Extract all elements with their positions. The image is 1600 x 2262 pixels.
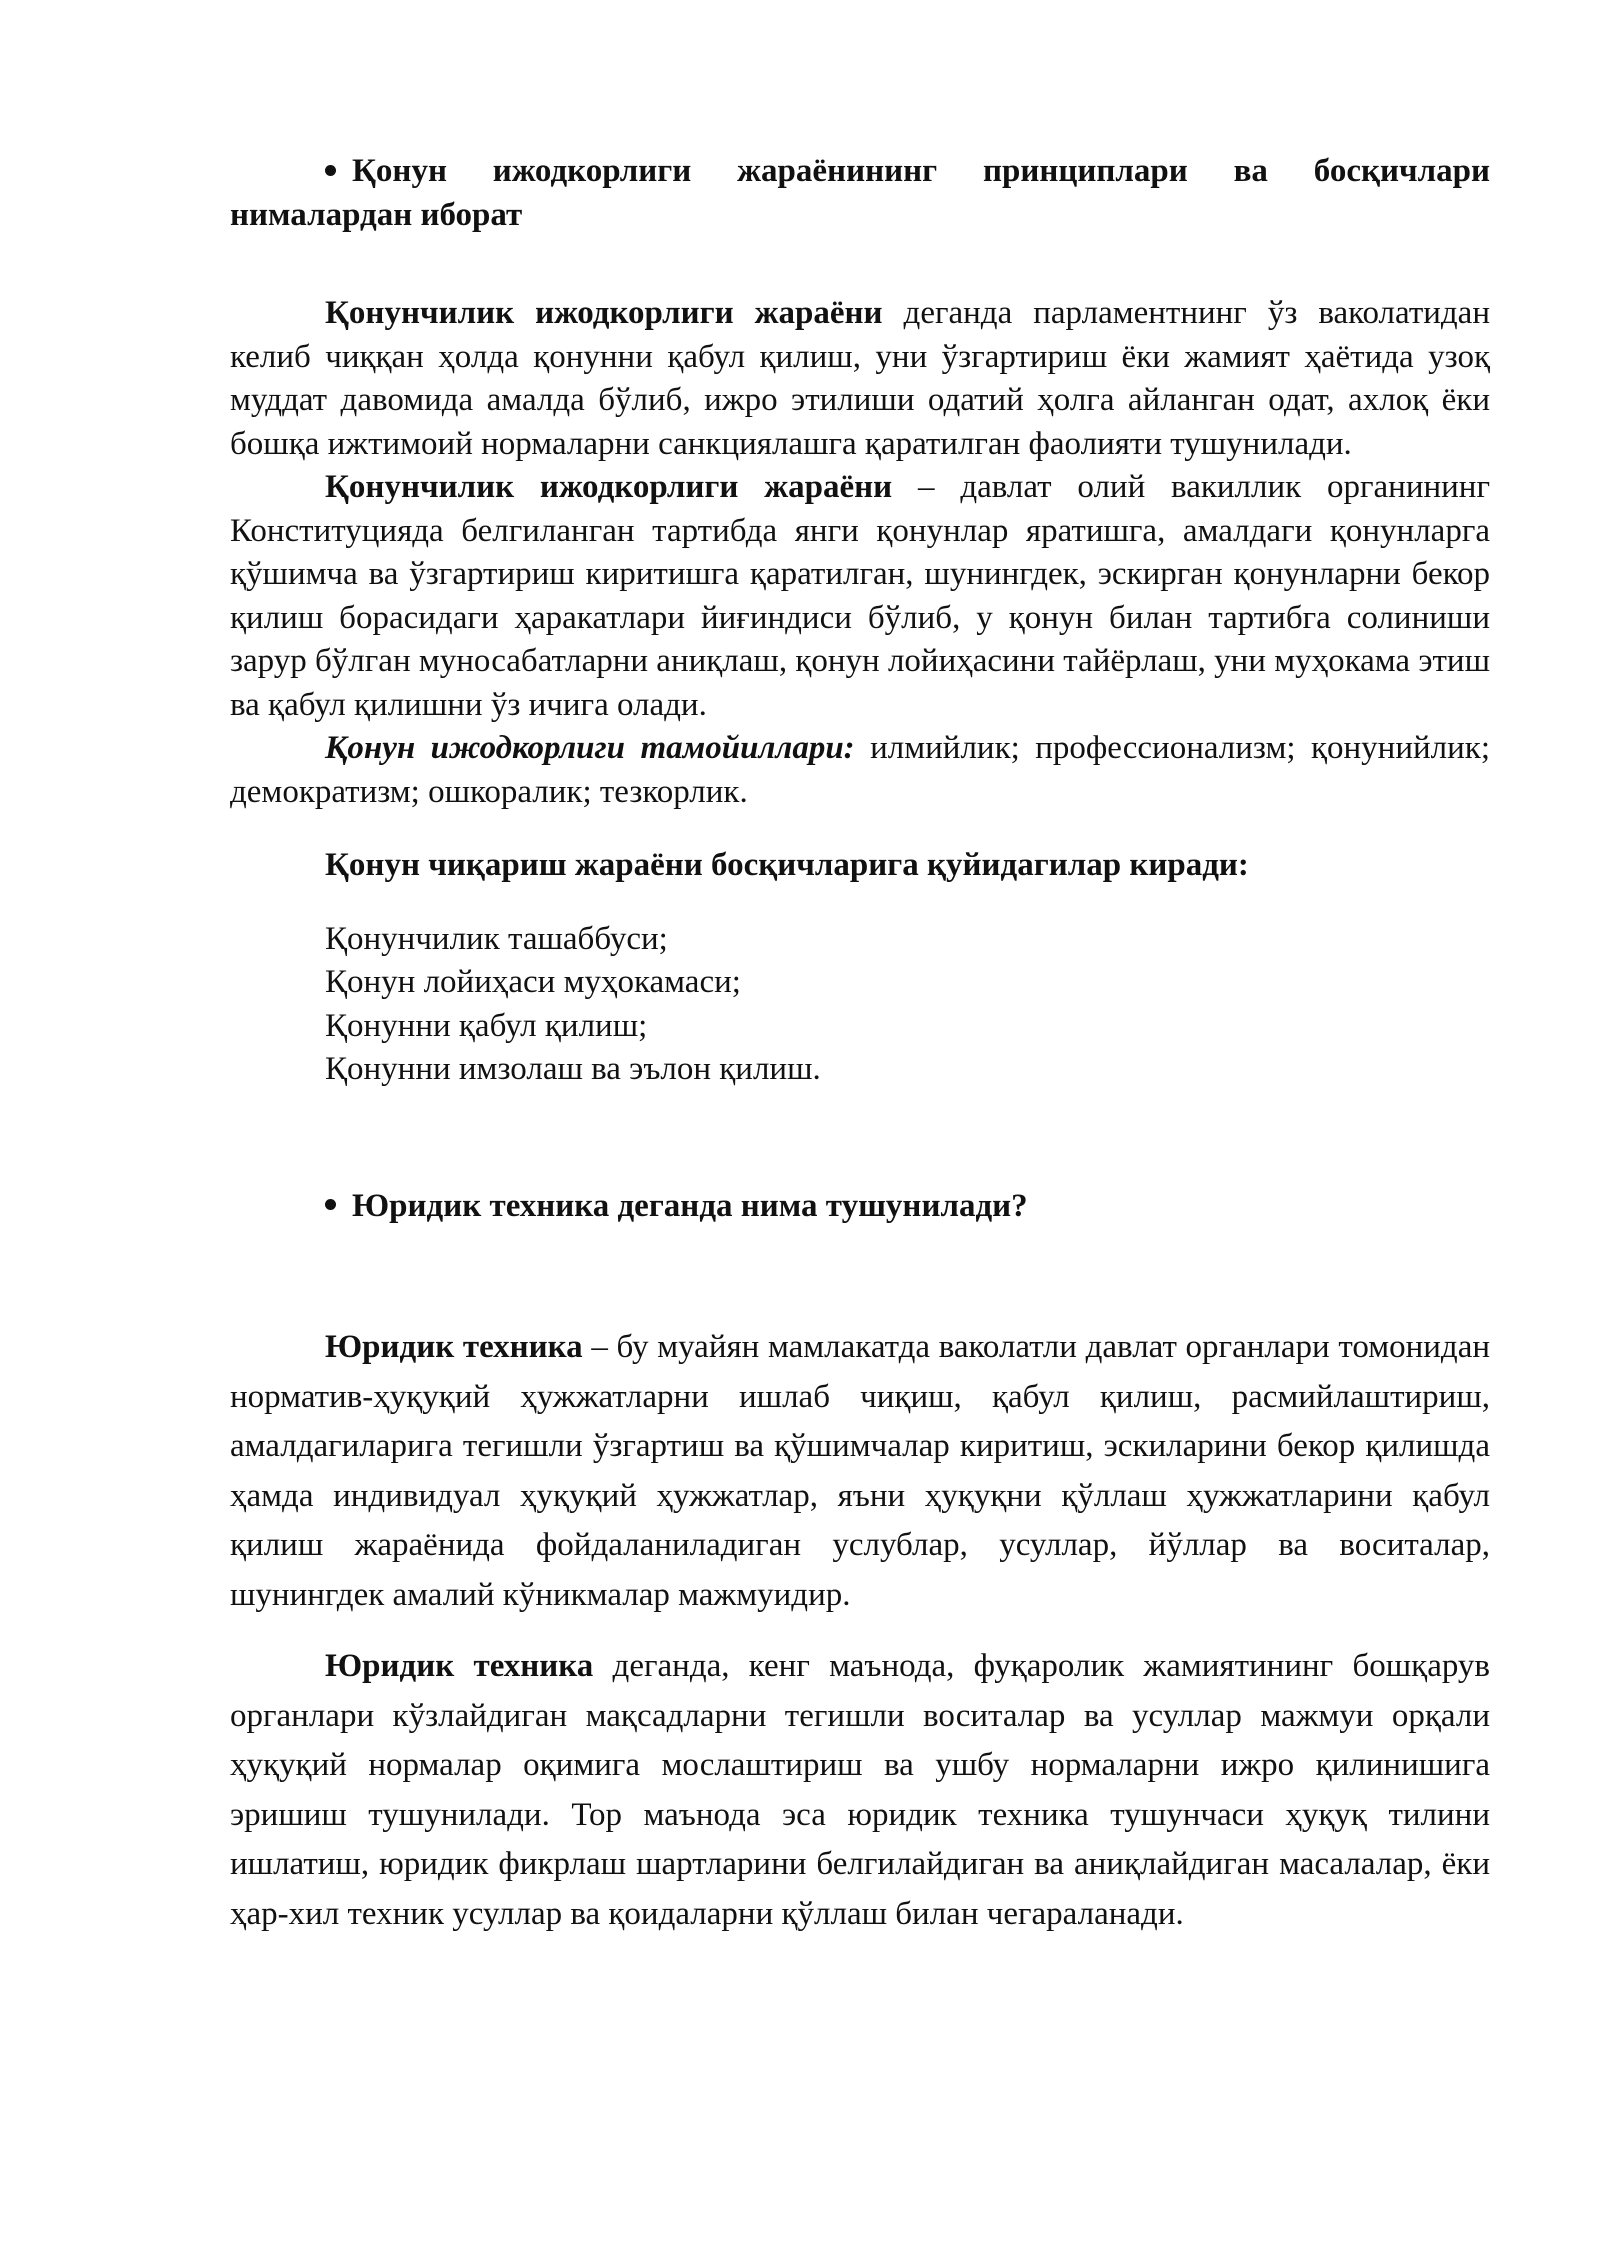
bullet-icon [325, 165, 336, 176]
stages-list [230, 918, 1490, 1092]
section-1-paragraph-3 [230, 727, 1490, 814]
term-bold-italic: Қонун ижодкорлиги тамойиллари: [325, 730, 855, 766]
section-2-paragraph-1 [230, 1323, 1490, 1620]
section-1-paragraph-2 [230, 466, 1490, 727]
paragraph-text: деганда парламентнинг ўз ваколатидан келиб чиққан ҳолда қонунни қабул қилиш, уни ўзгартириш ёки жамият ҳаётида узоқ муддат давомида амалда бўлиб, ижро этилиши одатий ҳолга айланган одат, ахлоқ ёки бошқа ижтимоий нормаларни санкциялашга қаратилган фаолияти тушунилади. [230, 295, 1490, 462]
document-content [230, 150, 1490, 1939]
paragraph-text: илмийлик; профессионализм; қонунийлик; демократизм; ошкоралик; тезкорлик. [230, 730, 1490, 810]
term-bold: Юридик техника [325, 1648, 594, 1684]
term-bold: Қонунчилик ижодкорлиги жараёни [325, 295, 883, 331]
list-item: Қонун лойиҳаси муҳокамаси; [325, 964, 741, 1000]
section-1-heading-text: Қонун ижодкорлиги жараёнининг принциплари ва босқичлари нималардан иборат [230, 153, 1490, 233]
section-2-paragraph-2 [230, 1642, 1490, 1939]
paragraph-text: деганда, кенг маънода, фуқаролик жамиятининг бошқарув органлари кўзлайдиган мақсадларни тегишли воситалар ва усуллар мажмуи орқали ҳуқуқий нормалар оқимига мослаштириш ва ушбу нормаларни ижро қилинишига эришиш тушунилади. Тор маънода эса юридик техника тушунчаси ҳуқуқ тилини ишлатиш, юридик фикрлаш шартларини белгилайдиган ва аниқлайдиган масалалар, ёки ҳар-хил техник усуллар ва қоидаларни қўллаш билан чегараланади. [230, 1648, 1490, 1932]
term-bold: Юридик техника [325, 1329, 583, 1365]
section-2-heading-text: Юридик техника деганда нима тушунилади? [352, 1187, 1028, 1224]
term-bold: Қонунчилик ижодкорлиги жараёни [325, 469, 893, 505]
list-item: Қонунни қабул қилиш; [325, 1007, 648, 1044]
paragraph-text: – давлат олий вакиллик органининг Конституцияда белгиланган тартибда янги қонунлар яратишга, амалдаги қонунларга қўшимча ва ўзгартириш киритишга қаратилган, шунингдек, эскирган қонунларни бекор қилиш борасидаги ҳаракатлари йиғиндиси бўлиб, у қонун билан тартибга солиниши зарур бўлган муносабатларни аниқлаш, қонун лойиҳасини тайёрлаш, уни муҳокама этиш ва қабул қилишни ўз ичига олади. [230, 469, 1490, 723]
bullet-icon [325, 1199, 336, 1210]
section-2-heading [230, 1185, 1490, 1229]
list-item: Қонунни имзолаш ва эълон қилиш. [325, 1051, 821, 1087]
stages-heading: Қонун чиқариш жараёни босқичларига қуйидагилар киради: [325, 847, 1249, 883]
section-1-paragraph-1 [230, 292, 1490, 466]
list-item: Қонунчилик ташаббуси; [325, 920, 668, 957]
paragraph-text: – бу муайян мамлакатда ваколатли давлат органлари томонидан норматив-ҳуқуқий ҳужжатларни ишлаб чиқиш, қабул қилиш, расмийлаштириш, амалдагиларига тегишли ўзгартиш ва қўшимчалар киритиш, эскиларини бекор қилишда ҳамда индивидуал ҳуқуқий ҳужжатлар, яъни ҳуқуқни қўллаш ҳужжатларини қабул қилиш жараёнида фойдаланиладиган услублар, усуллар, йўллар ва воситалар, шунингдек амалий кўникмалар мажмуидир. [230, 1329, 1490, 1613]
section-1-heading [230, 150, 1490, 237]
